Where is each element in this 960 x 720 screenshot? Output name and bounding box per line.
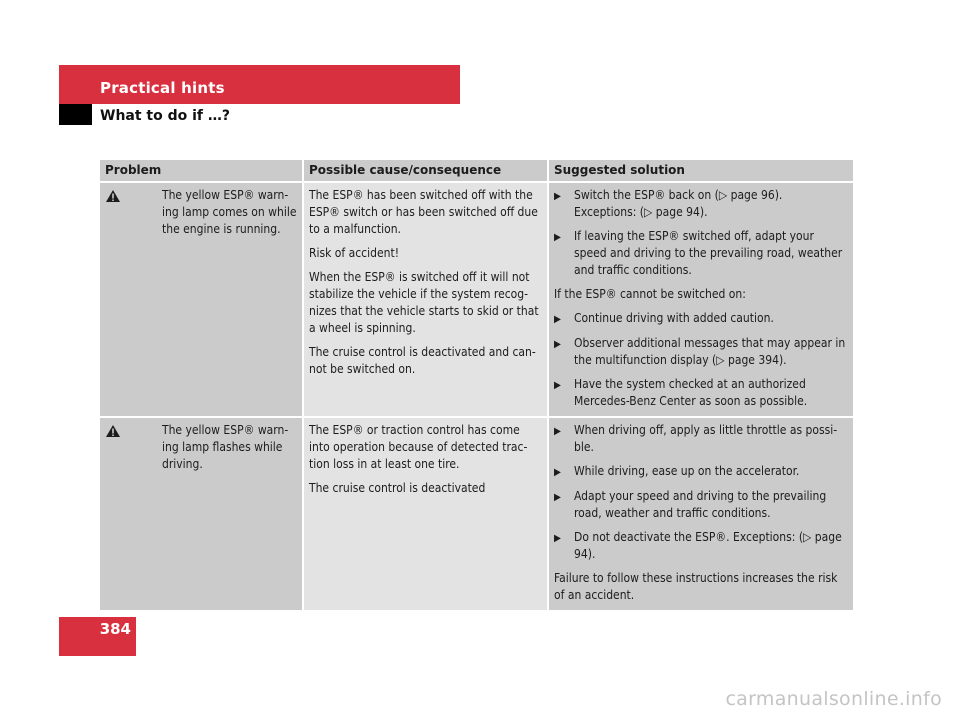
problem-cell [100, 417, 303, 611]
arrow-right-icon: ▶ [554, 426, 561, 437]
list-item: ▶ If leaving the ESP® switched off, adapt your speed and driving to the prevailing road, weather and traffic conditions. [554, 229, 843, 277]
cause-paragraph: When the ESP® is switched off it will not stabilize the vehicle if the system recog-nizes that the vehicle starts to skid or that a wheel is spinning. [309, 270, 539, 335]
list-item: ▶ Continue driving with added caution. [554, 310, 848, 328]
header-solution: Suggested solution [548, 160, 853, 182]
table-row [100, 417, 853, 611]
header-problem: Problem [100, 160, 303, 182]
section-title: Practical hints [100, 79, 225, 97]
arrow-right-icon: ▶ [554, 533, 561, 544]
problem-cell [100, 182, 303, 417]
problem-text: The yellow ESP® warn-ing lamp flashes while driving. [162, 423, 289, 471]
solution-note: Failure to follow these instructions increases the risk of an accident. [554, 571, 838, 602]
arrow-right-icon: ▶ [554, 232, 561, 243]
troubleshooting-table [100, 160, 853, 612]
arrow-right-icon: ▶ [554, 492, 561, 503]
solution-cell [548, 182, 853, 417]
warning-triangle-icon [105, 422, 162, 473]
list-item: ▶ Adapt your speed and driving to the prevailing road, weather and traffic conditions. [554, 489, 827, 520]
subsection-title: What to do if …? [100, 108, 231, 124]
list-item: ▶ While driving, ease up on the accelerator. [554, 463, 848, 481]
cause-cell [303, 417, 548, 611]
cause-paragraph: The cruise control is deactivated [309, 481, 486, 495]
table-row [100, 182, 853, 417]
arrow-right-icon: ▶ [554, 380, 561, 391]
list-item: ▶ When driving off, apply as little throttle as possi-ble. [554, 423, 838, 454]
cause-paragraph: Risk of accident! [309, 246, 400, 260]
arrow-right-icon: ▶ [554, 314, 561, 325]
arrow-right-icon: ▶ [554, 339, 561, 350]
cause-paragraph: The cruise control is deactivated and can-not be switched on. [309, 345, 536, 376]
list-item: ▶ Switch the ESP® back on (▷ page 96). Exceptions: (▷ page 94). [554, 188, 783, 219]
watermark: carmanualsonline.info [725, 688, 942, 710]
table-header-row [100, 160, 853, 182]
arrow-right-icon: ▶ [554, 467, 561, 478]
list-item: ▶ Observer additional messages that may appear in the multifunction display (▷ page 394). [554, 336, 846, 367]
arrow-right-icon: ▶ [554, 191, 561, 202]
list-item: ▶ Do not deactivate the ESP®. Exceptions: (▷ page 94). [554, 530, 842, 561]
cause-cell [303, 182, 548, 417]
cause-paragraph: The ESP® has been switched off with the ESP® switch or has been switched off due to a malfunction. [309, 188, 538, 236]
list-item: ▶ Have the system checked at an authorized Mercedes-Benz Center as soon as possible. [554, 377, 808, 408]
header-tab-marker [59, 104, 92, 125]
cause-paragraph: The ESP® or traction control has come into operation because of detected trac-tion loss in at least one tire. [309, 423, 528, 471]
page-number: 384 [99, 620, 131, 638]
solution-note: If the ESP® cannot be switched on: [554, 287, 746, 301]
solution-cell [548, 417, 853, 611]
problem-text: The yellow ESP® warn-ing lamp comes on while the engine is running. [162, 188, 297, 236]
warning-triangle-icon [105, 187, 162, 238]
header-cause: Possible cause/consequence [303, 160, 548, 182]
